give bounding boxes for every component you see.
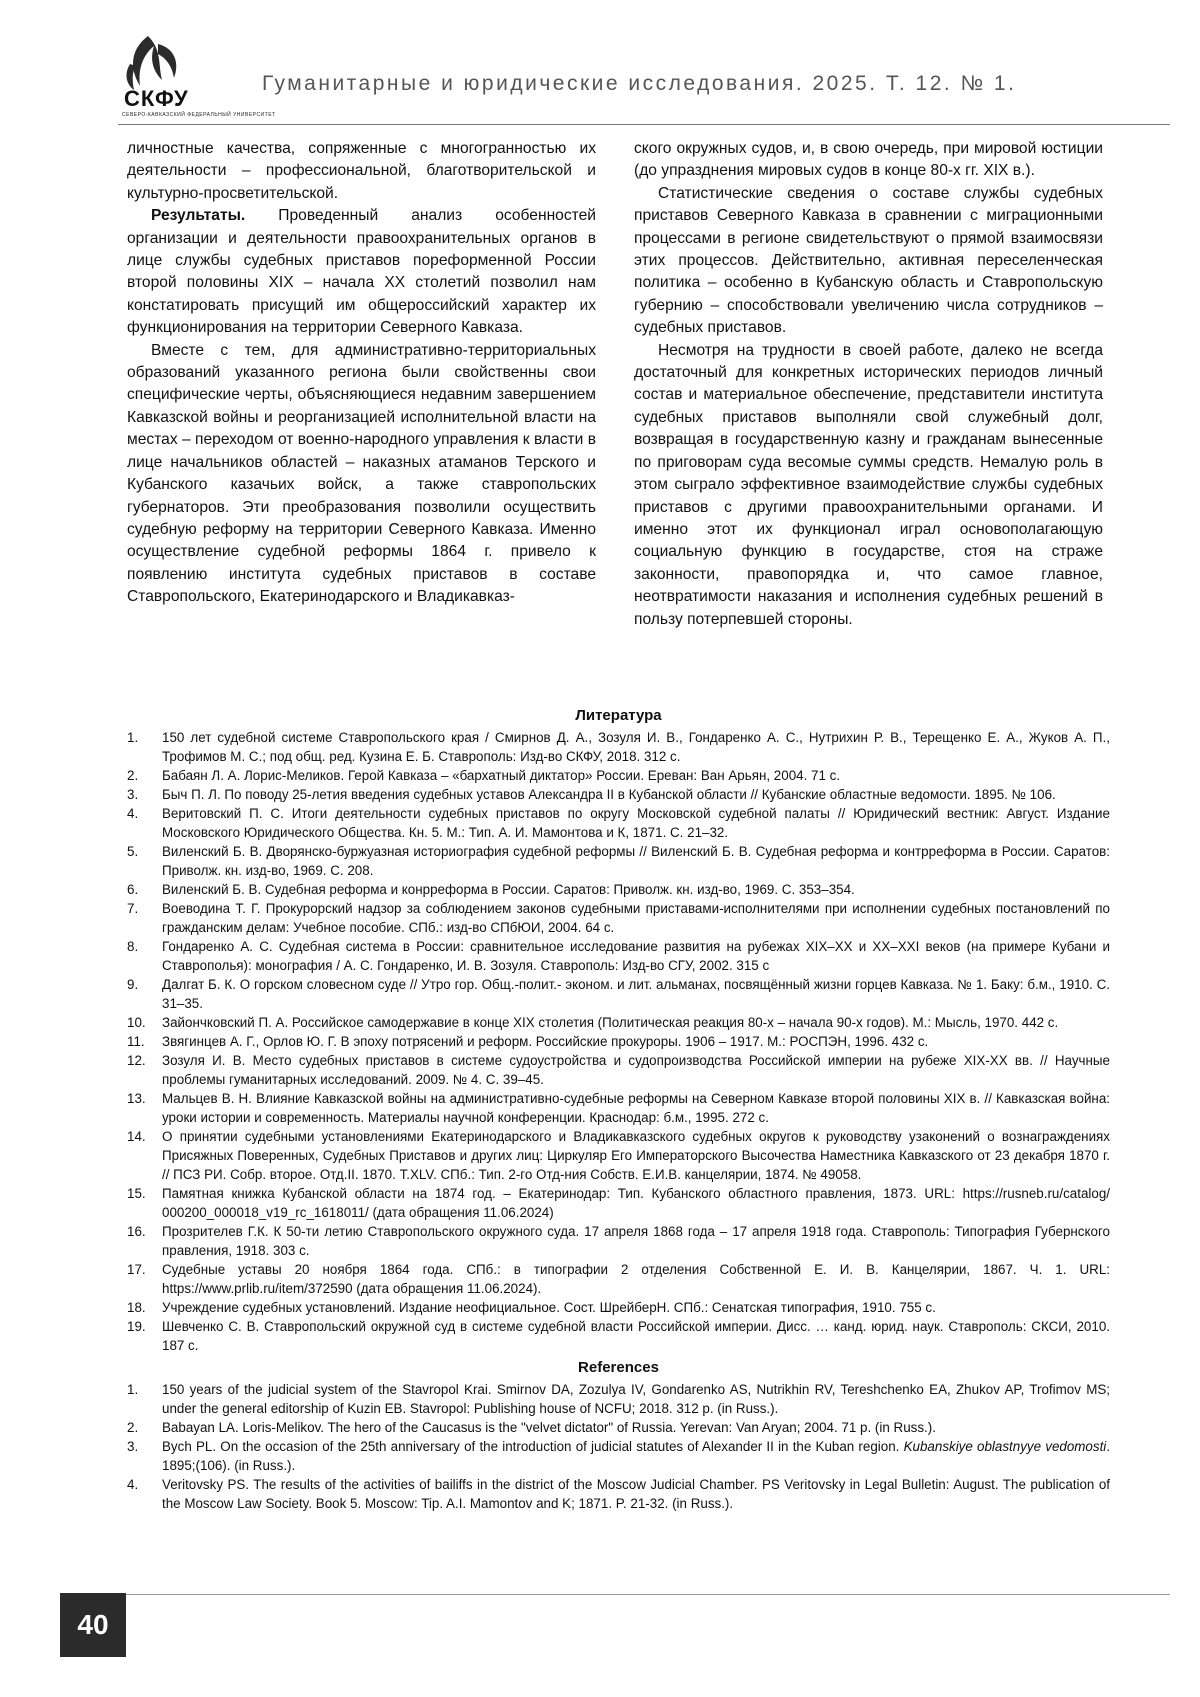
item-text: Гондаренко А. С. Судебная система в России: сравнительное исследование развития на рубежах XIX–XX и XX–XXI веков (на примере Кубани и Ставрополья): монография / А. С. Гондаренко, И. В. Зозуля. Ставрополь: Изд-во СГУ, 2002. 315 с [162, 939, 1110, 973]
header-divider [118, 124, 1170, 125]
item-number: 15. [127, 1186, 146, 1201]
item-number: 7. [127, 901, 139, 916]
item-text: 150 лет судебной системе Ставропольского края / Смирнов Д. А., Зозуля И. В., Гондаренко А. С., Нутрихин Р. В., Терещенко Е. А., Жуков А. П., Трофимов М. С.; под общ. ред. Кузина Е. Б. Ставрополь: Изд-во СКФУ, 2018. 312 с. [162, 730, 1110, 764]
item-text: Babayan LA. Loris-Melikov. The hero of the Caucasus is the "velvet dictator" of Russia. Yerevan: Van Aryan; 2004. 71 p. (in Russ.). [162, 1420, 936, 1435]
logo-text: СКФУ [124, 86, 189, 111]
item-number: 1. [127, 730, 139, 745]
item-number: 16. [127, 1224, 146, 1239]
page-header [0, 0, 1200, 128]
results-text: Проведенный анализ особенностей организации и деятельности правоохранительных органов в лице службы судебных приставов пореформенной России второй половины XIX – начала XX столетий позволил нам констатировать присущий им общероссийский характер их функционирования на территории Северного Кавказа. [127, 207, 596, 337]
item-text: Памятная книжка Кубанской области на 1874 год. – Екатеринодар: Тип. Кубанского областного правления, 1873. URL: https://rusneb.ru/catalog/ 000200_000018_v19_rc_1618011/ (дата обращения 11.06.2024) [162, 1186, 1110, 1220]
literature-item [127, 1127, 1110, 1184]
journal-name: Kubanskiye oblastnyye vedomosti [903, 1439, 1107, 1454]
item-number: 14. [127, 1129, 146, 1144]
right-column [634, 138, 1103, 631]
item-number: 12. [127, 1053, 146, 1068]
item-number: 11. [127, 1034, 145, 1049]
flame-logo-icon [118, 34, 228, 94]
reference-item [127, 1380, 1110, 1418]
logo-subtitle: СЕВЕРО-КАВКАЗСКИЙ ФЕДЕРАЛЬНЫЙ УНИВЕРСИТЕТ [122, 112, 276, 118]
results-heading: Результаты. [151, 207, 246, 225]
paragraph: Статистические сведения о составе службы судебных приставов Северного Кавказа в сравнении с миграционными процессами в регионе свидетельствуют о прямой взаимосвязи этих процессов. Действительно, активная переселенческая политика – особенно в Кубанскую область и Ставропольскую губернию – способствовали увеличению числа сотрудников – судебных приставов. [634, 184, 1103, 337]
item-text: Быч П. Л. По поводу 25-летия введения судебных уставов Александра II в Кубанской области // Кубанские областные ведомости. 1895. № 106. [162, 787, 1056, 802]
reference-item [127, 1475, 1110, 1513]
footer-divider [118, 1594, 1170, 1595]
item-number: 9. [127, 977, 139, 992]
paragraph-results [127, 205, 596, 339]
item-number: 6. [127, 882, 139, 897]
item-number: 13. [127, 1091, 146, 1106]
item-text: Veritovsky PS. The results of the activities of bailiffs in the district of the Moscow Judicial Chamber. PS Veritovsky in Legal Bulletin: August. The publication of the Moscow Law Society. Book 5. Moscow: Tip. A.I. Mamontov and K; 1871. P. 21-32. (in Russ.). [162, 1477, 1110, 1511]
literature-item [127, 975, 1110, 1013]
item-text: Далгат Б. К. О горском словесном суде // Утро гор. Общ.-полит.- эконом. и лит. альманах, посвящённый жизни горцев Кавказа. № 1. Баку: б.м., 1910. С. 31–35. [162, 977, 1110, 1011]
literature-item [127, 1032, 1110, 1051]
item-text: Мальцев В. Н. Влияние Кавказской войны на административно-судебные реформы на Северном Кавказе второй половины XIX в. // Кавказская война: уроки истории и современность. Материалы научной конференции. Краснодар: б.м., 1995. 272 с. [162, 1091, 1110, 1125]
literature-item [127, 1089, 1110, 1127]
literature-list [127, 728, 1110, 1355]
item-number: 18. [127, 1300, 146, 1315]
item-text: Веритовский П. С. Итоги деятельности судебных приставов по округу Московской судебной палаты // Юридический вестник: Август. Издание Московского Юридического Общества. Кн. 5. М.: Тип. А. И. Мамонтова и К, 1871. С. 21–32. [162, 806, 1110, 840]
references-list [127, 1380, 1110, 1513]
literature-item [127, 899, 1110, 937]
item-number: 3. [127, 787, 139, 802]
item-number: 8. [127, 939, 139, 954]
item-text: Зозуля И. В. Место судебных приставов в системе судоустройства и судопроизводства Российской империи на рубеже XIX-XX вв. // Научные проблемы гуманитарных исследований. 2009. № 4. С. 39–45. [162, 1053, 1110, 1087]
item-number: 3. [127, 1439, 139, 1454]
literature-item [127, 1298, 1110, 1317]
item-number: 5. [127, 844, 139, 859]
reference-item [127, 1437, 1110, 1475]
literature-item [127, 880, 1110, 899]
bibliography [127, 705, 1110, 1513]
paragraph: Вместе с тем, для административно-территориальных образований указанного региона были свойственны свои специфические черты, объясняющиеся недавним завершением Кавказской войны и реорганизацией исполнительной власти на местах – переходом от военно-народного управления к власти в лице начальников областей – наказных атаманов Терского и Кубанского казачьих войск, а также ставропольских губернаторов. Эти преобразования позволили осуществить судебную реформу на территории Северного Кавказа. Именно осуществление судебной реформы 1864 г. привело к появлению института судебных приставов в составе Ставропольского, Екатеринодарского и Владикавказ- [127, 341, 596, 606]
university-logo [118, 34, 276, 126]
item-number: 4. [127, 806, 139, 821]
literature-item [127, 1051, 1110, 1089]
item-number: 2. [127, 1420, 139, 1435]
item-text: Звягинцев А. Г., Орлов Ю. Г. В эпоху потрясений и реформ. Российские прокуроры. 1906 – 1917. М.: РОСПЭН, 1996. 432 с. [162, 1034, 929, 1049]
literature-item [127, 766, 1110, 785]
reference-item [127, 1418, 1110, 1437]
references-heading: References [578, 1359, 659, 1376]
item-number: 19. [127, 1319, 146, 1334]
item-number: 10. [127, 1015, 146, 1030]
item-text: Шевченко С. В. Ставропольский окружной суд в системе судебной власти Российской империи. Дисс. … канд. юрид. наук. Ставрополь: СКСИ, 2010. 187 с. [162, 1319, 1110, 1353]
item-text: Виленский Б. В. Судебная реформа и конрреформа в России. Саратов: Приволж. кн. изд-во, 1969. С. 353–354. [162, 882, 855, 897]
item-text: О принятии судебными установлениями Екатеринодарского и Владикавказского судебных округов к руководству узаконений о вознаграждениях Присяжных Поверенных, Судебных Приставов и других лиц: Циркуляр Его Императорского Высочества Наместника Кавказского от 23 декабря 1870 г. // ПСЗ РИ. Собр. второе. Отд.II. 1870. Т.XLV. СПб.: Тип. 2-го Отд-ния Собств. Е.И.В. канцелярии, 1874. № 49058. [162, 1129, 1110, 1182]
literature-item [127, 1317, 1110, 1355]
item-text: Бабаян Л. А. Лорис-Меликов. Герой Кавказа – «бархатный диктатор» России. Ереван: Ван Арьян, 2004. 71 с. [162, 768, 841, 783]
page-number: 40 [60, 1593, 126, 1657]
paragraph: личностные качества, сопряженные с многогранностью их деятельности – профессиональной, благотворительской и культурно-просветительской. [127, 140, 596, 202]
item-number: 1. [127, 1382, 139, 1397]
item-number: 17. [127, 1262, 146, 1277]
literature-item [127, 728, 1110, 766]
paragraph: ского окружных судов, и, в свою очередь, при мировой юстиции (до упразднения мировых судов в конце 80-х гг. XIX в.). [634, 140, 1103, 180]
item-text: 150 years of the judicial system of the Stavropol Krai. Smirnov DA, Zozulya IV, Gondarenko AS, Nutrikhin RV, Tereshchenko EA, Zhukov AP, Trofimov MS; under the general editorship of Kuzin EB. Stavropol: Publishing house of NCFU; 2018. 312 p. (in Russ.). [162, 1382, 1110, 1416]
literature-item [127, 842, 1110, 880]
left-column [127, 138, 596, 609]
literature-item [127, 1184, 1110, 1222]
literature-item [127, 785, 1110, 804]
item-number: 2. [127, 768, 139, 783]
literature-item [127, 1260, 1110, 1298]
item-text: Виленский Б. В. Дворянско-буржуазная историография судебной реформы // Виленский Б. В. Судебная реформа и контрреформа в России. Саратов: Приволж. кн. изд-во, 1969. С. 208. [162, 844, 1110, 878]
item-text-pre: Bych PL. On the occasion of the 25th anniversary of the introduction of judicial statutes of Alexander II in the Kuban region. [162, 1439, 904, 1454]
literature-item [127, 937, 1110, 975]
item-text: Судебные уставы 20 ноября 1864 года. СПб.: в типографии 2 отделения Собственной Е. И. В. Канцелярии, 1867. Ч. 1. URL: https://www.prlib.ru/item/372590 (дата обращения 11.06.2024). [162, 1262, 1110, 1296]
item-text-post: . 1895;(106). (in Russ.). [162, 1439, 1111, 1473]
literature-heading: Литература [575, 707, 662, 724]
literature-item [127, 1222, 1110, 1260]
literature-item [127, 804, 1110, 842]
paragraph: Несмотря на трудности в своей работе, далеко не всегда достаточный для конкретных исторических периодов личный состав и материальное обеспечение, представители института судебных приставов выполняли свой служебный долг, возвращая в государственную казну и гражданам вынесенные по приговорам суда весомые суммы средств. Немалую роль в этом сыграло эффективное взаимодействие службы судебных приставов с другими правоохранительными органами. И именно этот их функционал играл основополагающую социальную функцию в государстве, стоя на страже законности, правопорядка и, что самое главное, неотвратимости наказания и исполнения судебных решений в пользу потерпевшей стороны. [634, 341, 1103, 628]
item-text: Воеводина Т. Г. Прокурорский надзор за соблюдением законов судебными приставами-исполнителями при исполнении судебных постановлений по гражданским делам: Учебное пособие. СПб.: изд-во СПбЮИ, 2004. 64 с. [162, 901, 1110, 935]
journal-title: Гуманитарные и юридические исследования. 2025. Т. 12. № 1. [262, 72, 1017, 95]
item-text: Прозрителев Г.К. К 50-ти летию Ставропольского окружного суда. 17 апреля 1868 года – 17 апреля 1918 года. Ставрополь: Типография Губернского правления, 1918. 303 с. [162, 1224, 1110, 1258]
item-text: Зайончковский П. А. Российское самодержавие в конце XIX столетия (Политическая реакция 80-х – начала 90-х годов). М.: Мысль, 1970. 442 с. [162, 1015, 1059, 1030]
literature-item [127, 1013, 1110, 1032]
article-body [127, 138, 1110, 683]
item-text: Учреждение судебных установлений. Издание неофициальное. Сост. ШрейберН. СПб.: Сенатская типография, 1910. 755 с. [162, 1300, 936, 1315]
item-number: 4. [127, 1477, 139, 1492]
